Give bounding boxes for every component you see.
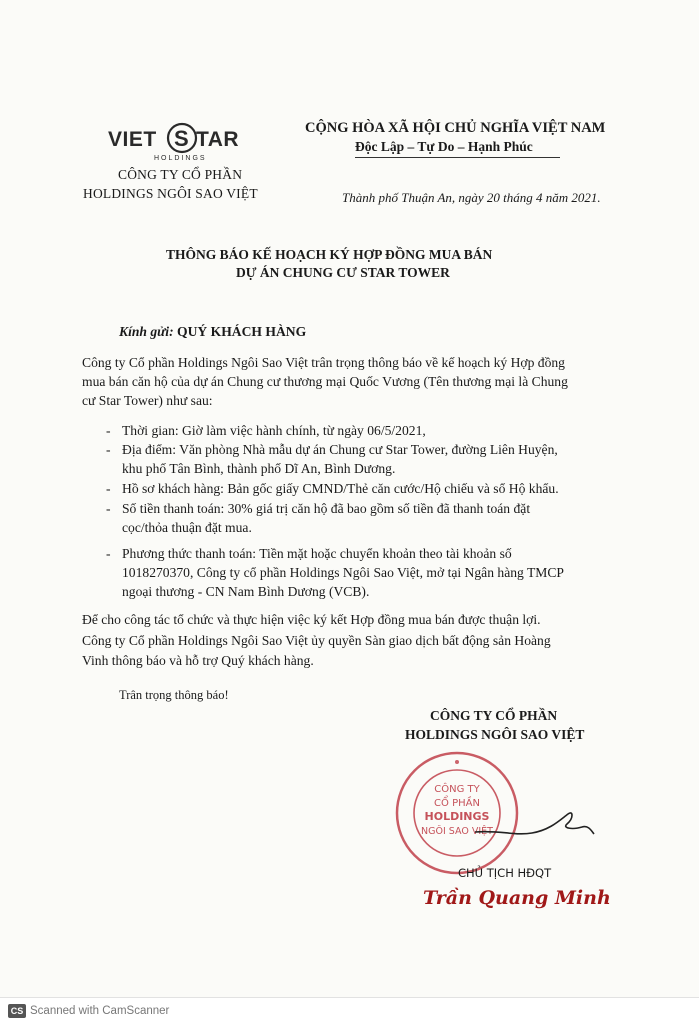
document-title-line1: THÔNG BÁO KẾ HOẠCH KÝ HỢP ĐỒNG MUA BÁN <box>166 247 493 262</box>
bullet-dash: - <box>106 546 111 561</box>
list-item-payment-cont1: 1018270370, Công ty cổ phần Holdings Ngôi Sao Việt, mở tại Ngân hàng TMCP <box>122 565 564 580</box>
list-item-documents <box>106 479 559 498</box>
list-item-payment <box>106 544 512 563</box>
intro-line3: cư Star Tower) như sau: <box>82 393 213 408</box>
signature-name: Trần Quang Minh <box>423 887 611 909</box>
list-item-text: Số tiền thanh toán: 30% giá trị căn hộ đã bao gồm số tiền đã thanh toán đặt <box>122 501 531 516</box>
intro-line2: mua bán căn hộ của dự án Chung cư thương mại Quốc Vương (Tên thương mại là Chung <box>82 374 568 389</box>
list-item-payment-cont2: ngoại thương - CN Nam Bình Dương (VCB). <box>122 584 370 599</box>
svg-text:VIET: VIET <box>108 128 157 151</box>
list-item-location <box>106 440 558 459</box>
list-item-text: Thời gian: Giờ làm việc hành chính, từ ngày 06/5/2021, <box>122 423 426 438</box>
bullet-dash: - <box>106 501 111 516</box>
bullet-dash: - <box>106 423 111 438</box>
intro-line1: Công ty Cổ phần Holdings Ngôi Sao Việt trân trọng thông báo về kế hoạch ký Hợp đồng <box>82 355 565 370</box>
list-item-time <box>106 421 426 440</box>
signature-role: CHỦ TỊCH HĐQT <box>458 866 552 880</box>
list-item-amount <box>106 499 531 518</box>
list-item-amount-cont: cọc/thỏa thuận đặt mua. <box>122 520 252 535</box>
company-logo <box>100 118 260 166</box>
scanner-watermark <box>8 1004 169 1018</box>
list-item-text: Hồ sơ khách hàng: Bản gốc giấy CMND/Thẻ căn cước/Hộ chiếu và sổ Hộ khẩu. <box>122 481 559 496</box>
list-item-text: Địa điểm: Văn phòng Nhà mẫu dự án Chung cư Star Tower, đường Liên Huyện, <box>122 442 558 457</box>
closing-line3: Vinh thông báo và hỗ trợ Quý khách hàng. <box>82 653 314 668</box>
closing-line2: Công ty Cổ phần Holdings Ngôi Sao Việt ủy quyền Sàn giao dịch bất động sản Hoàng <box>82 633 551 648</box>
greeting-label: Kính gửi: <box>119 324 174 339</box>
company-name-line2: HOLDINGS NGÔI SAO VIỆT <box>83 186 258 201</box>
greeting-recipient: QUÝ KHÁCH HÀNG <box>177 324 307 339</box>
national-motto: Độc Lập – Tự Do – Hạnh Phúc <box>355 139 533 154</box>
signature-scribble-icon <box>470 800 600 850</box>
motto-underline <box>355 157 560 158</box>
national-title: CỘNG HÒA XÃ HỘI CHỦ NGHĨA VIỆT NAM <box>305 120 606 136</box>
signature-company-line2: HOLDINGS NGÔI SAO VIỆT <box>405 727 585 742</box>
svg-text:CÔNG TY: CÔNG TY <box>434 784 480 795</box>
bullet-dash: - <box>106 481 111 496</box>
closing-line1: Để cho công tác tổ chức và thực hiện việc ký kết Hợp đồng mua bán được thuận lợi. <box>82 612 541 627</box>
company-name-line1: CÔNG TY CỔ PHẦN <box>118 167 243 182</box>
svg-text:TAR: TAR <box>196 128 240 151</box>
svg-text:NGÔI SAO VIỆT: NGÔI SAO VIỆT <box>421 826 493 837</box>
svg-text:CỔ PHẦN: CỔ PHẦN <box>434 798 480 809</box>
svg-text:S: S <box>174 126 189 151</box>
greeting <box>119 322 306 341</box>
regards: Trân trọng thông báo! <box>119 688 229 702</box>
handwritten-signature <box>470 800 600 850</box>
camscanner-icon: CS <box>8 1004 26 1018</box>
scanner-text: Scanned with CamScanner <box>30 1005 170 1018</box>
list-item-text: Phương thức thanh toán: Tiền mặt hoặc chuyển khoản theo tài khoản số <box>122 546 512 561</box>
svg-text:HOLDINGS: HOLDINGS <box>424 810 490 823</box>
vietstar-logo-icon <box>100 118 260 166</box>
scanner-footer-bar <box>0 997 699 1024</box>
document-title-line2: DỰ ÁN CHUNG CƯ STAR TOWER <box>236 265 450 280</box>
list-item-location-cont: khu phố Tân Bình, thành phố Dĩ An, Bình Dương. <box>122 461 396 476</box>
svg-text:HOLDINGS: HOLDINGS <box>154 155 207 162</box>
bullet-dash: - <box>106 442 111 457</box>
signature-company-line1: CÔNG TY CỔ PHẦN <box>430 708 558 723</box>
place-date: Thành phố Thuận An, ngày 20 tháng 4 năm 2021. <box>342 190 601 205</box>
